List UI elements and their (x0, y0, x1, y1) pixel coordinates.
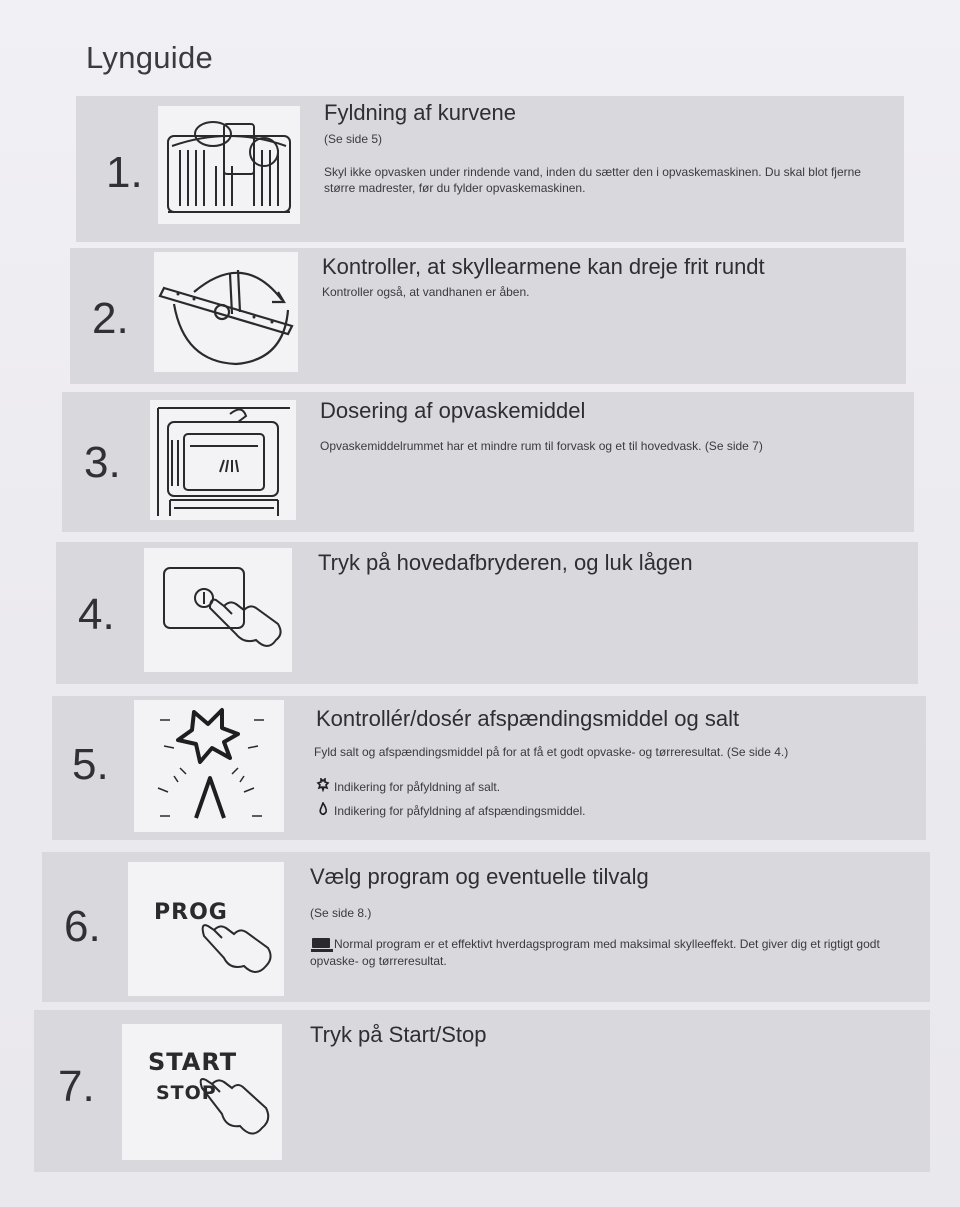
prog-button-press-icon (128, 862, 284, 996)
step-3-title: Dosering af opvaskemiddel (320, 398, 586, 423)
step-1-number: 1. (106, 148, 143, 197)
step-6-ref: (Se side 8.) (310, 906, 372, 920)
step-6-desc (310, 936, 924, 969)
step-7-number: 7. (58, 1062, 95, 1111)
step-2-desc: Kontroller også, at vandhanen er åben. (322, 285, 530, 299)
salt-indicator-line (316, 778, 500, 795)
step-6-title: Vælg program og eventuelle tilvalg (310, 864, 649, 889)
rinse-aid-indicator-text: Indikering for påfyldning af afspændingsmiddel. (334, 803, 586, 818)
step-3-desc: Opvaskemiddelrummet har et mindre rum til forvask og et til hovedvask. (Se side 7) (320, 439, 763, 453)
dish-basket-icon (158, 106, 300, 224)
spray-arm-icon (154, 252, 298, 372)
page-title: Lynguide (86, 40, 214, 75)
normal-program-icon (310, 937, 334, 953)
step-6-number: 6. (64, 902, 101, 951)
step-7-title: Tryk på Start/Stop (310, 1022, 487, 1047)
step-5-number: 5. (72, 740, 109, 789)
step-6-desc-text: Normal program er et effektivt hverdagsprogram med maksimal skylleeffekt. Det giver dig et rigtigt godt opvaske- og tørreresultat. (310, 937, 880, 968)
salt-indicator-icon (316, 778, 330, 795)
step-1-ref: (Se side 5) (324, 132, 383, 146)
power-button-press-icon (144, 548, 292, 672)
step-4-number: 4. (78, 590, 115, 639)
salt-indicator-text: Indikering for påfyldning af salt. (334, 779, 501, 794)
step-2-number: 2. (92, 294, 129, 343)
detergent-dispenser-icon (150, 400, 296, 520)
rinse-aid-indicator-icon (316, 802, 330, 819)
start-button-label: START (148, 1048, 238, 1076)
stop-button-label: STOP (156, 1082, 217, 1104)
step-5-title: Kontrollér/dosér afspændingsmiddel og salt (316, 706, 740, 731)
step-5-desc: Fyld salt og afspændingsmiddel på for at få et godt opvaske- og tørreresultat. (Se side 4.) (314, 745, 789, 759)
prog-button-label: PROG (154, 900, 228, 925)
step-4-title: Tryk på hovedafbryderen, og luk lågen (318, 550, 693, 575)
step-2-title: Kontroller, at skyllearmene kan dreje frit rundt (322, 254, 765, 279)
step-1-title: Fyldning af kurvene (324, 100, 516, 125)
step-1-desc: Skyl ikke opvasken under rindende vand, inden du sætter den i opvaskemaskinen. Du skal blot fjerne større madrester, før du fylder opvaskemaskinen. (324, 165, 861, 195)
step-3-number: 3. (84, 438, 121, 487)
rinse-aid-indicator-line (316, 802, 585, 819)
salt-rinse-indicator-icon (134, 700, 284, 832)
